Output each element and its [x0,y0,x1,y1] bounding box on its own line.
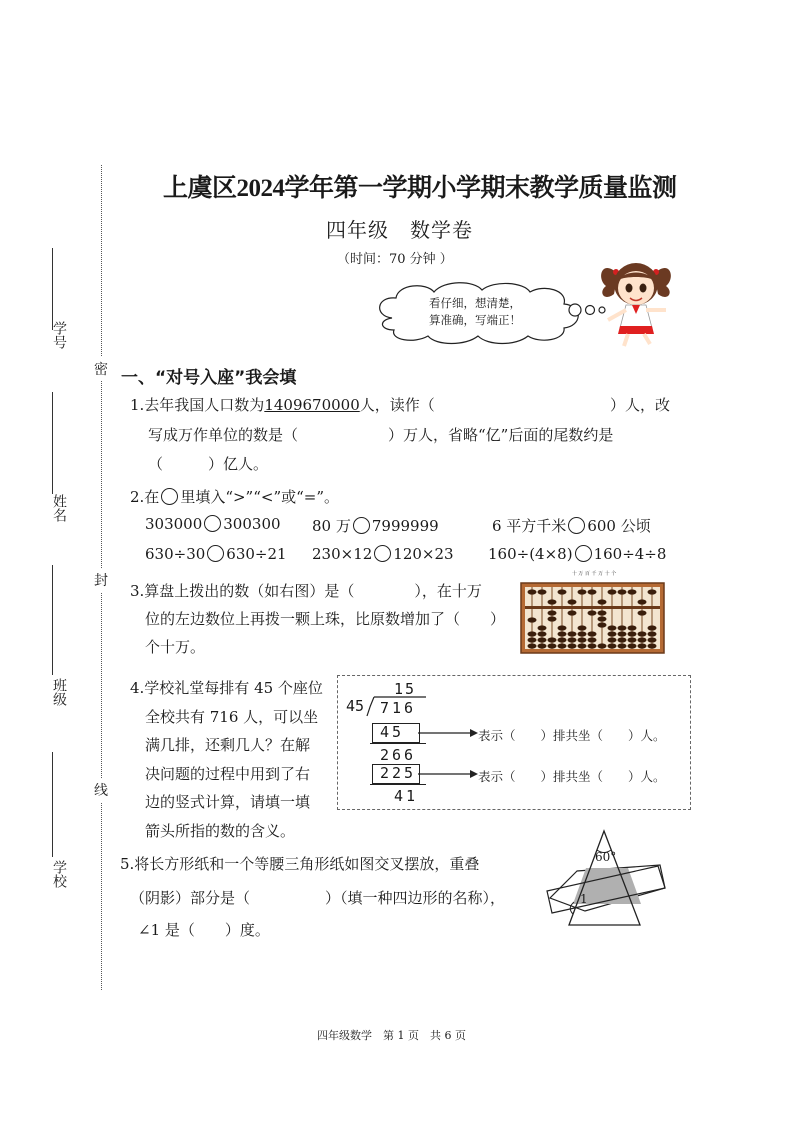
class-blank[interactable] [52,565,53,675]
arrow-label-2: 表示（ ）排共坐（ ）人。 [478,769,666,784]
arrow-right-icon [470,729,478,737]
q4-line: 边的竖式计算，请填一填 [145,793,311,811]
compare-circle[interactable] [374,545,391,562]
compare-left: 303000 [145,515,203,533]
arrow-right-icon [470,770,478,778]
division-dividend: 716 [380,699,417,717]
seal-feng: 封 [94,568,108,592]
q1-population-number: 1409670000 [264,396,360,414]
compare-right: 300300 [223,515,281,533]
q4-line: 箭头所指的数的含义。 [145,821,296,840]
q1-line3: （ ）亿人。 [148,455,269,473]
triangle-rectangle-figure [545,828,670,928]
seal-mi: 密 [94,357,108,381]
class-label: 班级 [51,678,67,706]
division-divisor: 45 [346,697,365,715]
q5-line1: 5.将长方形纸和一个等腰三角形纸如图交叉摆放，重叠 [120,855,480,873]
compare-circle[interactable] [575,545,592,562]
q2-stem [130,486,339,507]
arrows [418,726,478,786]
q4-text [130,674,323,845]
name-blank[interactable] [52,392,53,494]
division-quotient: 15 [394,680,417,698]
cloud-text [385,295,565,329]
q1-line2: 写成万作单位的数是（ ）万人，省略“亿”后面的尾数约是 [148,426,614,444]
school-blank[interactable] [52,752,53,857]
compare-right: 630÷21 [226,545,287,563]
seal-xian: 线 [94,778,108,802]
q3-line2: 位的左边数位上再拨一颗上珠，比原数增加了（ ） [145,610,506,628]
compare-right: 600 公顷 [587,517,651,535]
division-step3: 225 [380,764,417,782]
q3-line3: 个十万。 [145,638,206,656]
student-id-blank[interactable] [52,248,53,330]
q5-line3: ∠1 是（ ）度。 [138,921,270,939]
q4-line: 满几排，还剩几人？在解 [145,736,311,754]
compare-right: 120×23 [393,545,454,563]
angle-60-label: 60° [595,850,617,864]
compare-left: 230×12 [312,545,373,563]
compare-circle[interactable] [207,545,224,562]
compare-left: 6 平方千米 [492,517,567,535]
compare-left: 160÷(4×8) [488,545,573,563]
q2-compare-2 [312,515,439,536]
q2-compare-5 [312,545,454,563]
exam-title: 上虞区2024学年第一学期小学期末教学质量监测 [163,175,677,202]
student-id-label: 学号 [51,321,67,349]
division-remainder: 41 [394,787,419,805]
cartoon-girl-illustration [596,248,676,348]
page-footer: 四年级数学 第 1 页 共 6 页 [317,1029,466,1042]
compare-left: 80 万 [312,517,351,535]
cloud-line-2: 算准确，写端正！ [429,313,521,327]
q4-line: 4.学校礼堂每排有 45 个座位 [130,679,323,697]
section-one-heading: 一、“对号入座”我会填 [121,368,297,388]
q1-line1 [130,394,435,415]
q1-text-a: 1.去年我国人口数为 [130,396,265,414]
compare-right: 7999999 [371,517,439,535]
angle-1-label: 1 [580,892,588,906]
arrow-label-1: 表示（ ）排共坐（ ）人。 [478,728,666,743]
exam-time: （时间：70 分钟 ） [337,252,453,267]
q4-line: 全校共有 716 人，可以坐 [145,707,319,726]
compare-right: 160÷4÷8 [593,545,667,563]
division-step2: 266 [380,746,417,764]
abacus-place-labels: 十 万 百 千 万 十 个 [571,571,617,577]
q2-compare-1 [145,515,281,533]
cloud-line-1: 看仔细，想清楚， [429,296,521,310]
q5-line2: （阴影）部分是（ ）（填一种四边形的名称）， [130,889,506,907]
q1-text-b: 人，读作（ [359,396,435,414]
q1-text-c: ）人，改 [610,396,671,414]
q3-line1: 3.算盘上拨出的数（如右图）是（ ），在十万 [130,582,482,600]
compare-circle[interactable] [204,515,221,532]
abacus-image [520,582,665,654]
compare-left: 630÷30 [145,545,206,563]
q2-compare-4 [145,545,287,563]
q2-stem-text: 2.在 [130,488,160,506]
q2-compare-3 [492,515,651,536]
q2-stem-tail: 里填入“>”“<”或“=”。 [180,488,340,506]
compare-circle[interactable] [568,517,585,534]
school-label: 学校 [51,860,67,888]
q2-compare-6 [488,545,666,563]
name-label: 姓名 [51,494,67,522]
division-step1: 45 [380,723,405,741]
exam-subtitle: 四年级 数学卷 [326,218,473,242]
circle-icon [161,488,178,505]
q4-line: 决问题的过程中用到了右 [145,764,311,783]
compare-circle[interactable] [353,517,370,534]
